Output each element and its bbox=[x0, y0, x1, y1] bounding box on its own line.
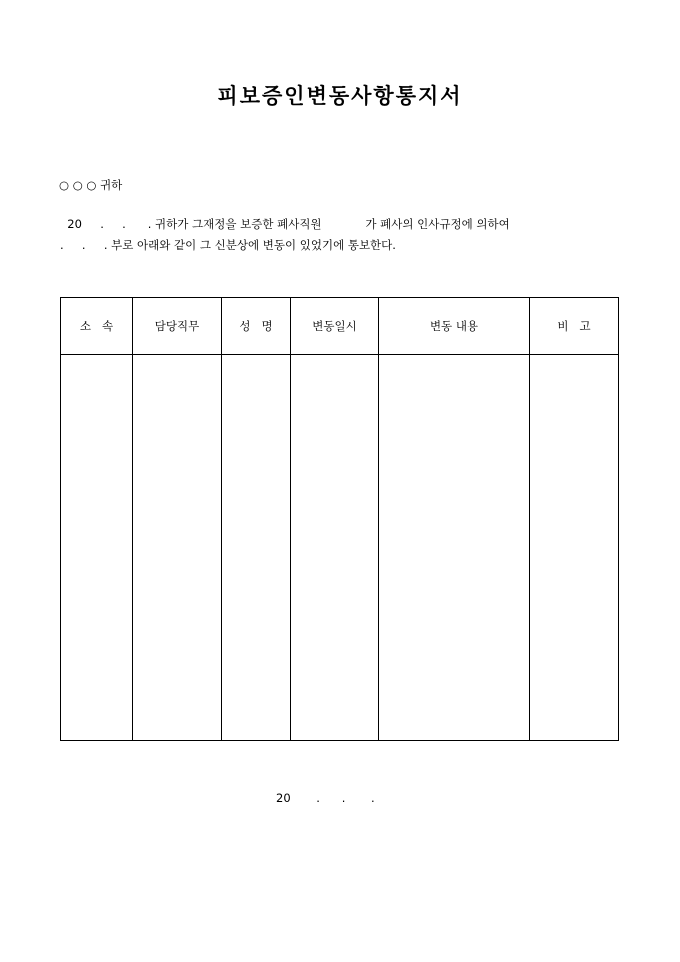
cell-change-details[interactable] bbox=[379, 355, 530, 741]
header-name: 성 명 bbox=[222, 298, 291, 355]
cell-affiliation[interactable] bbox=[61, 355, 133, 741]
header-change-date: 변동일시 bbox=[291, 298, 379, 355]
recipient-line: ○ ○ ○ 귀하 bbox=[59, 178, 123, 192]
header-remarks: 비 고 bbox=[530, 298, 619, 355]
header-affiliation: 소 속 bbox=[61, 298, 133, 355]
document-title: 피보증인변동사항통지서 bbox=[217, 83, 463, 108]
notice-paragraph-line-2: . . . 부로 아래와 같이 그 신분상에 변동이 있었기에 통보한다. bbox=[60, 238, 396, 252]
header-duty: 담당직무 bbox=[133, 298, 222, 355]
change-notice-table bbox=[60, 297, 619, 741]
cell-name[interactable] bbox=[222, 355, 291, 741]
cell-duty[interactable] bbox=[133, 355, 222, 741]
footer-date: 20 . . . bbox=[276, 791, 375, 805]
cell-remarks[interactable] bbox=[530, 355, 619, 741]
table-row bbox=[61, 355, 619, 741]
table-header-row bbox=[61, 298, 619, 355]
cell-change-date[interactable] bbox=[291, 355, 379, 741]
header-change-details: 변동 내용 bbox=[379, 298, 530, 355]
notice-paragraph-line-1: 20 . . . 귀하가 그재정을 보증한 폐사직원 가 폐사의 인사규정에 의하여 bbox=[60, 217, 510, 231]
